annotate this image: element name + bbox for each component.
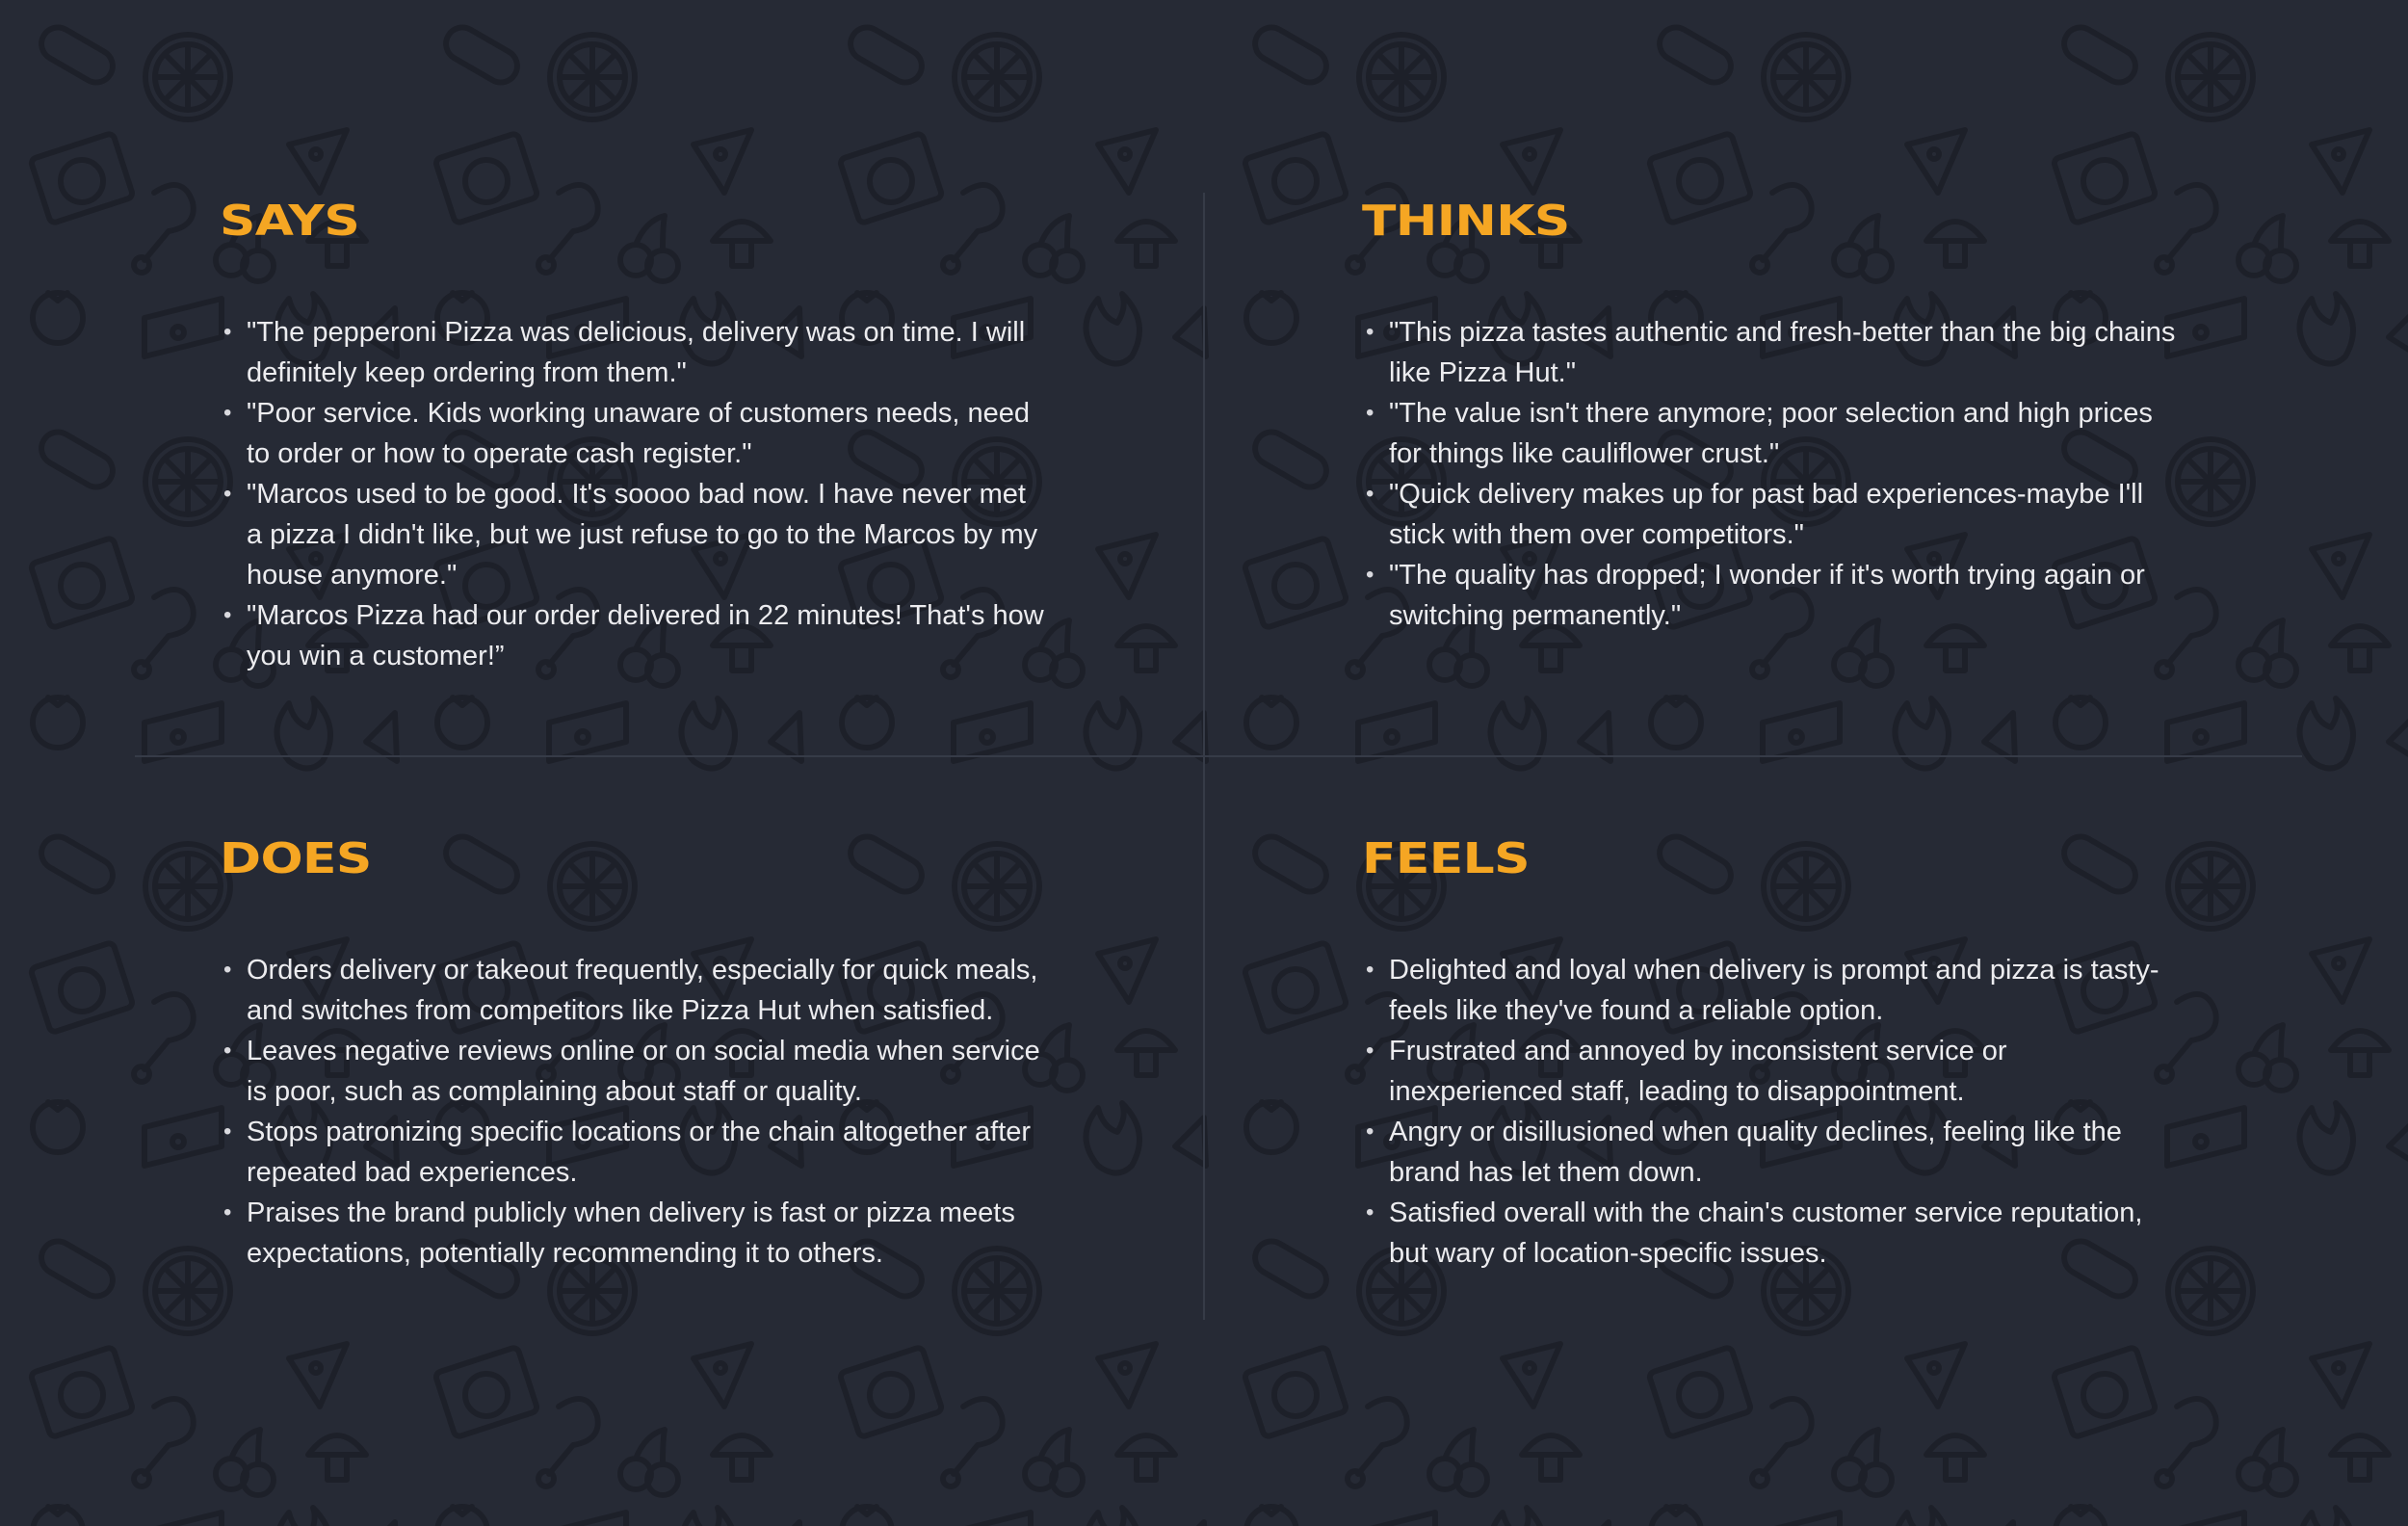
feels-item: • Frustrated and annoyed by inconsistent service or inexperienced staff, leading to disappointment.	[1362, 1031, 2188, 1112]
does-title: DOES	[220, 834, 372, 883]
thinks-item: • "The quality has dropped; I wonder if it's worth trying again or switching permanently."	[1362, 555, 2188, 636]
says-quadrant	[220, 193, 1086, 676]
feels-list	[1362, 950, 2229, 1274]
does-item: • Orders delivery or takeout frequently, especially for quick meals, and switches from competitors like Pizza Hut when satisfied.	[220, 950, 1046, 1031]
thinks-item: • "The value isn't there anymore; poor selection and high prices for things like cauliflower crust."	[1362, 393, 2188, 474]
says-item: • "Marcos Pizza had our order delivered in 22 minutes! That's how you win a customer!”	[220, 595, 1046, 676]
says-item: • "Marcos used to be good. It's soooo bad now. I have never met a pizza I didn't like, but we just refuse to go to the Marcos by my house anymore."	[220, 474, 1046, 595]
does-item: • Stops patronizing specific locations or the chain altogether after repeated bad experiences.	[220, 1112, 1046, 1193]
feels-item: • Angry or disillusioned when quality declines, feeling like the brand has let them down.	[1362, 1112, 2188, 1193]
feels-item: • Satisfied overall with the chain's customer service reputation, but wary of location-specific issues.	[1362, 1193, 2188, 1274]
horizontal-divider	[135, 755, 2302, 757]
does-item: • Leaves negative reviews online or on social media when service is poor, such as complaining about staff or quality.	[220, 1031, 1046, 1112]
says-item: • "The pepperoni Pizza was delicious, delivery was on time. I will definitely keep ordering from them."	[220, 312, 1046, 393]
thinks-list	[1362, 312, 2229, 636]
says-item: • "Poor service. Kids working unaware of customers needs, need to order or how to operate cash register."	[220, 393, 1046, 474]
feels-item: • Delighted and loyal when delivery is prompt and pizza is tasty-feels like they've found a reliable option.	[1362, 950, 2188, 1031]
does-list	[220, 950, 1086, 1274]
feels-title: FEELS	[1362, 834, 1530, 883]
feels-quadrant	[1362, 830, 2229, 1274]
says-title: SAYS	[220, 197, 360, 246]
thinks-quadrant	[1362, 193, 2229, 636]
does-item: • Praises the brand publicly when delivery is fast or pizza meets expectations, potentially recommending it to others.	[220, 1193, 1046, 1274]
says-list	[220, 312, 1086, 676]
thinks-item: • "Quick delivery makes up for past bad experiences-maybe I'll stick with them over competitors."	[1362, 474, 2188, 555]
thinks-title: THINKS	[1362, 197, 1570, 246]
does-quadrant	[220, 830, 1086, 1274]
thinks-item: • "This pizza tastes authentic and fresh-better than the big chains like Pizza Hut."	[1362, 312, 2188, 393]
